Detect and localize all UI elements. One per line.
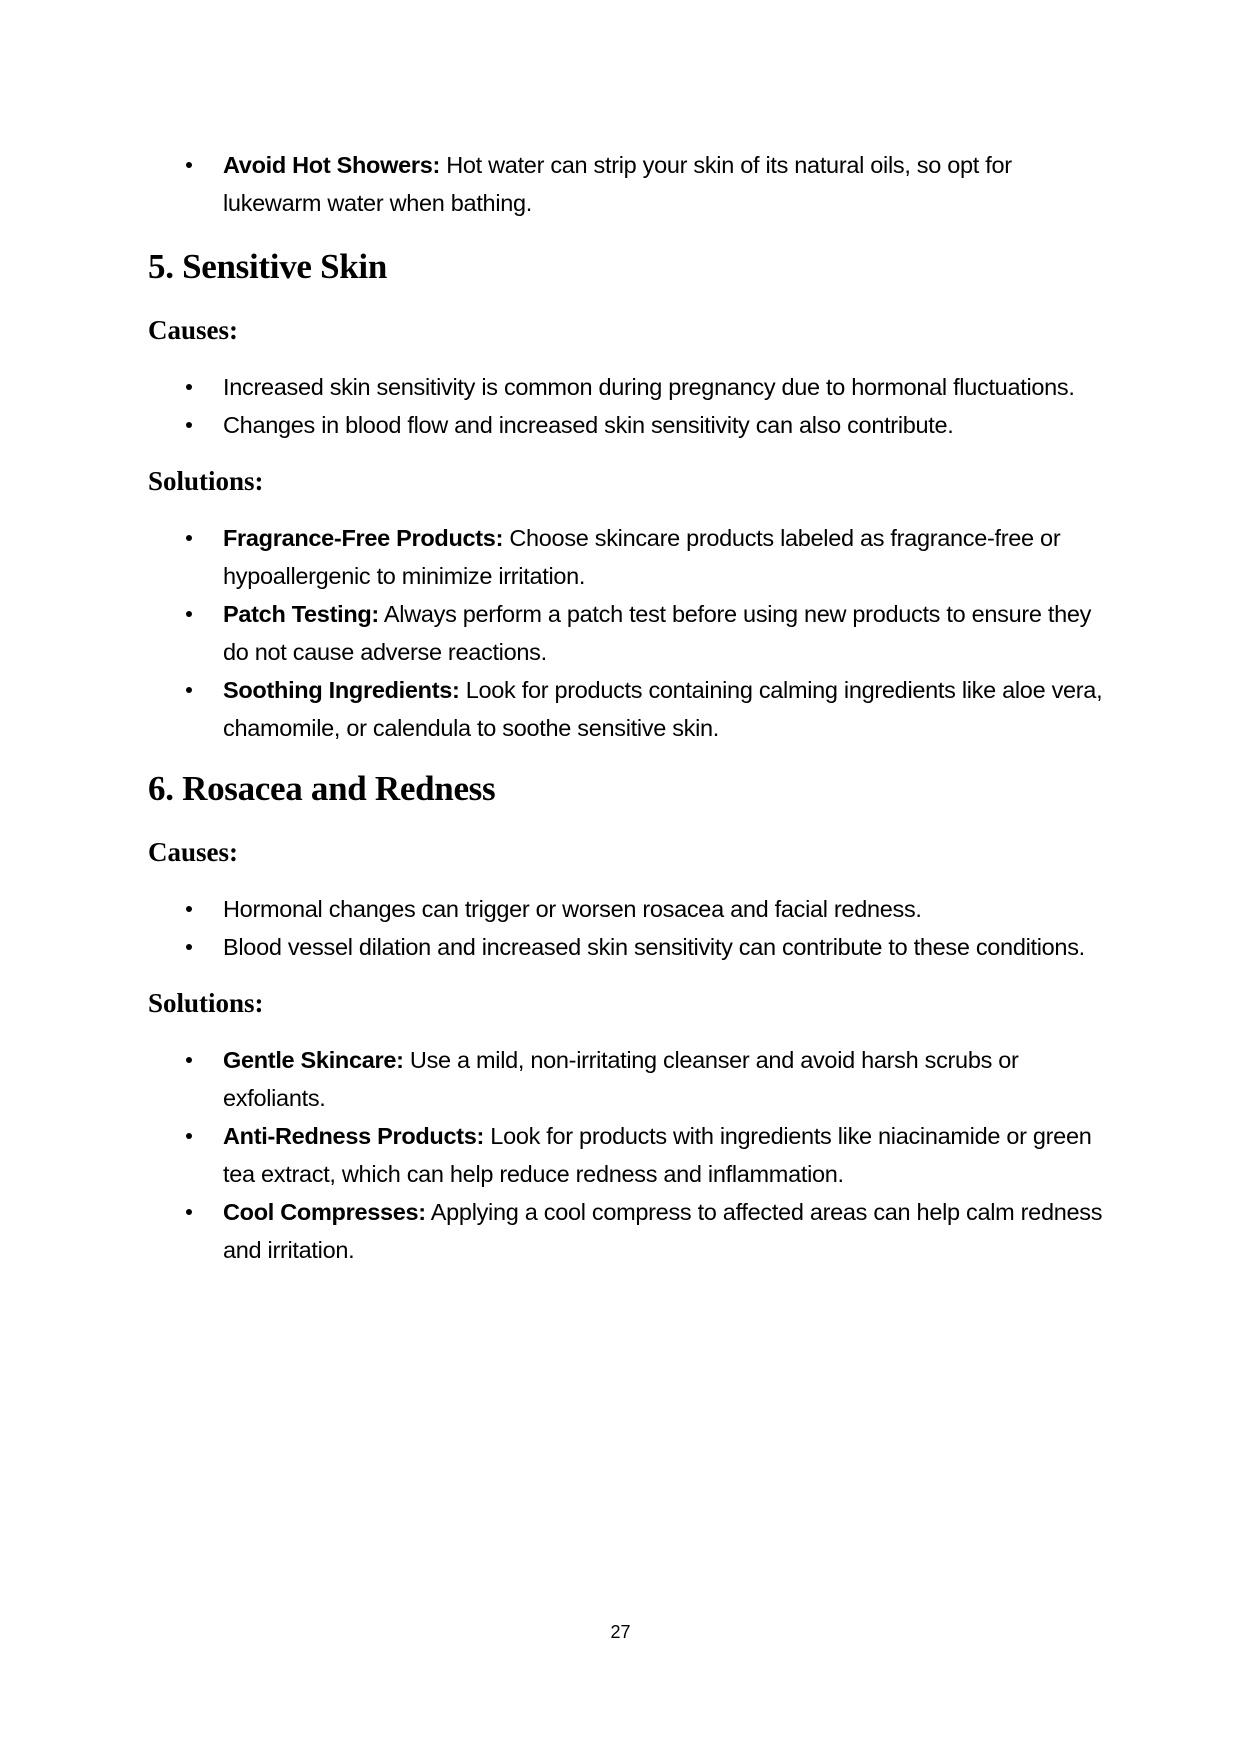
item-text: Use a mild, non-irritating cleanser and avoid harsh scrubs or exfoliants.	[223, 1047, 1019, 1111]
bullet-icon	[186, 611, 192, 617]
solutions-list	[148, 1041, 1108, 1269]
list-item	[148, 890, 1108, 928]
item-text: Increased skin sensitivity is common during pregnancy due to hormonal fluctuations.	[223, 374, 1075, 400]
bullet-icon	[186, 422, 192, 428]
list-item	[148, 519, 1108, 595]
list-item	[148, 928, 1108, 966]
list-item	[148, 595, 1108, 671]
list-item	[148, 1117, 1108, 1193]
bullet-icon	[186, 1209, 192, 1215]
list-item	[148, 146, 1108, 222]
bullet-icon	[186, 687, 192, 693]
item-lead: Avoid Hot Showers:	[223, 152, 440, 178]
solutions-heading: Solutions:	[148, 466, 264, 496]
list-item	[148, 671, 1108, 747]
item-lead: Soothing Ingredients:	[223, 677, 460, 703]
bullet-icon	[186, 535, 192, 541]
list-item	[148, 406, 1108, 444]
item-text: Look for products with ingredients like niacinamide or green tea extract, which can help reduce redness and inflammation.	[223, 1123, 1092, 1187]
item-text: Changes in blood flow and increased skin sensitivity can also contribute.	[223, 412, 954, 438]
item-lead: Anti-Redness Products:	[223, 1123, 485, 1149]
item-lead: Patch Testing:	[223, 601, 379, 627]
page-number: 27	[610, 1622, 631, 1642]
item-text: Blood vessel dilation and increased skin sensitivity can contribute to these conditions.	[223, 934, 1085, 960]
list-item	[148, 368, 1108, 406]
bullet-icon	[186, 1057, 192, 1063]
list-item	[148, 1193, 1108, 1269]
causes-list	[148, 368, 1108, 444]
item-text: Applying a cool compress to affected areas can help calm redness and irritation.	[223, 1199, 1103, 1263]
item-text: Hormonal changes can trigger or worsen rosacea and facial redness.	[223, 896, 922, 922]
bullet-icon	[186, 384, 192, 390]
bullet-icon	[186, 1133, 192, 1139]
bullet-icon	[186, 162, 192, 168]
item-lead: Gentle Skincare:	[223, 1047, 404, 1073]
page-content	[148, 146, 1108, 1269]
section-heading-sensitive-skin: 5. Sensitive Skin	[148, 247, 387, 286]
causes-list	[148, 890, 1108, 966]
intro-list	[148, 146, 1108, 222]
bullet-icon	[186, 906, 192, 912]
item-lead: Fragrance-Free Products:	[223, 525, 504, 551]
item-text: Choose skincare products labeled as fragrance-free or hypoallergenic to minimize irritation.	[223, 525, 1061, 589]
solutions-list	[148, 519, 1108, 747]
section-heading-rosacea-redness: 6. Rosacea and Redness	[148, 769, 496, 808]
item-text: Always perform a patch test before using new products to ensure they do not cause adverse reactions.	[223, 601, 1092, 665]
bullet-icon	[186, 944, 192, 950]
causes-heading: Causes:	[148, 837, 239, 867]
item-lead: Cool Compresses:	[223, 1199, 426, 1225]
solutions-heading: Solutions:	[148, 988, 264, 1018]
item-text: Look for products containing calming ingredients like aloe vera, chamomile, or calendula to soothe sensitive skin.	[223, 677, 1103, 741]
list-item	[148, 1041, 1108, 1117]
causes-heading: Causes:	[148, 315, 239, 345]
item-text: Hot water can strip your skin of its natural oils, so opt for lukewarm water when bathing.	[223, 152, 1012, 216]
